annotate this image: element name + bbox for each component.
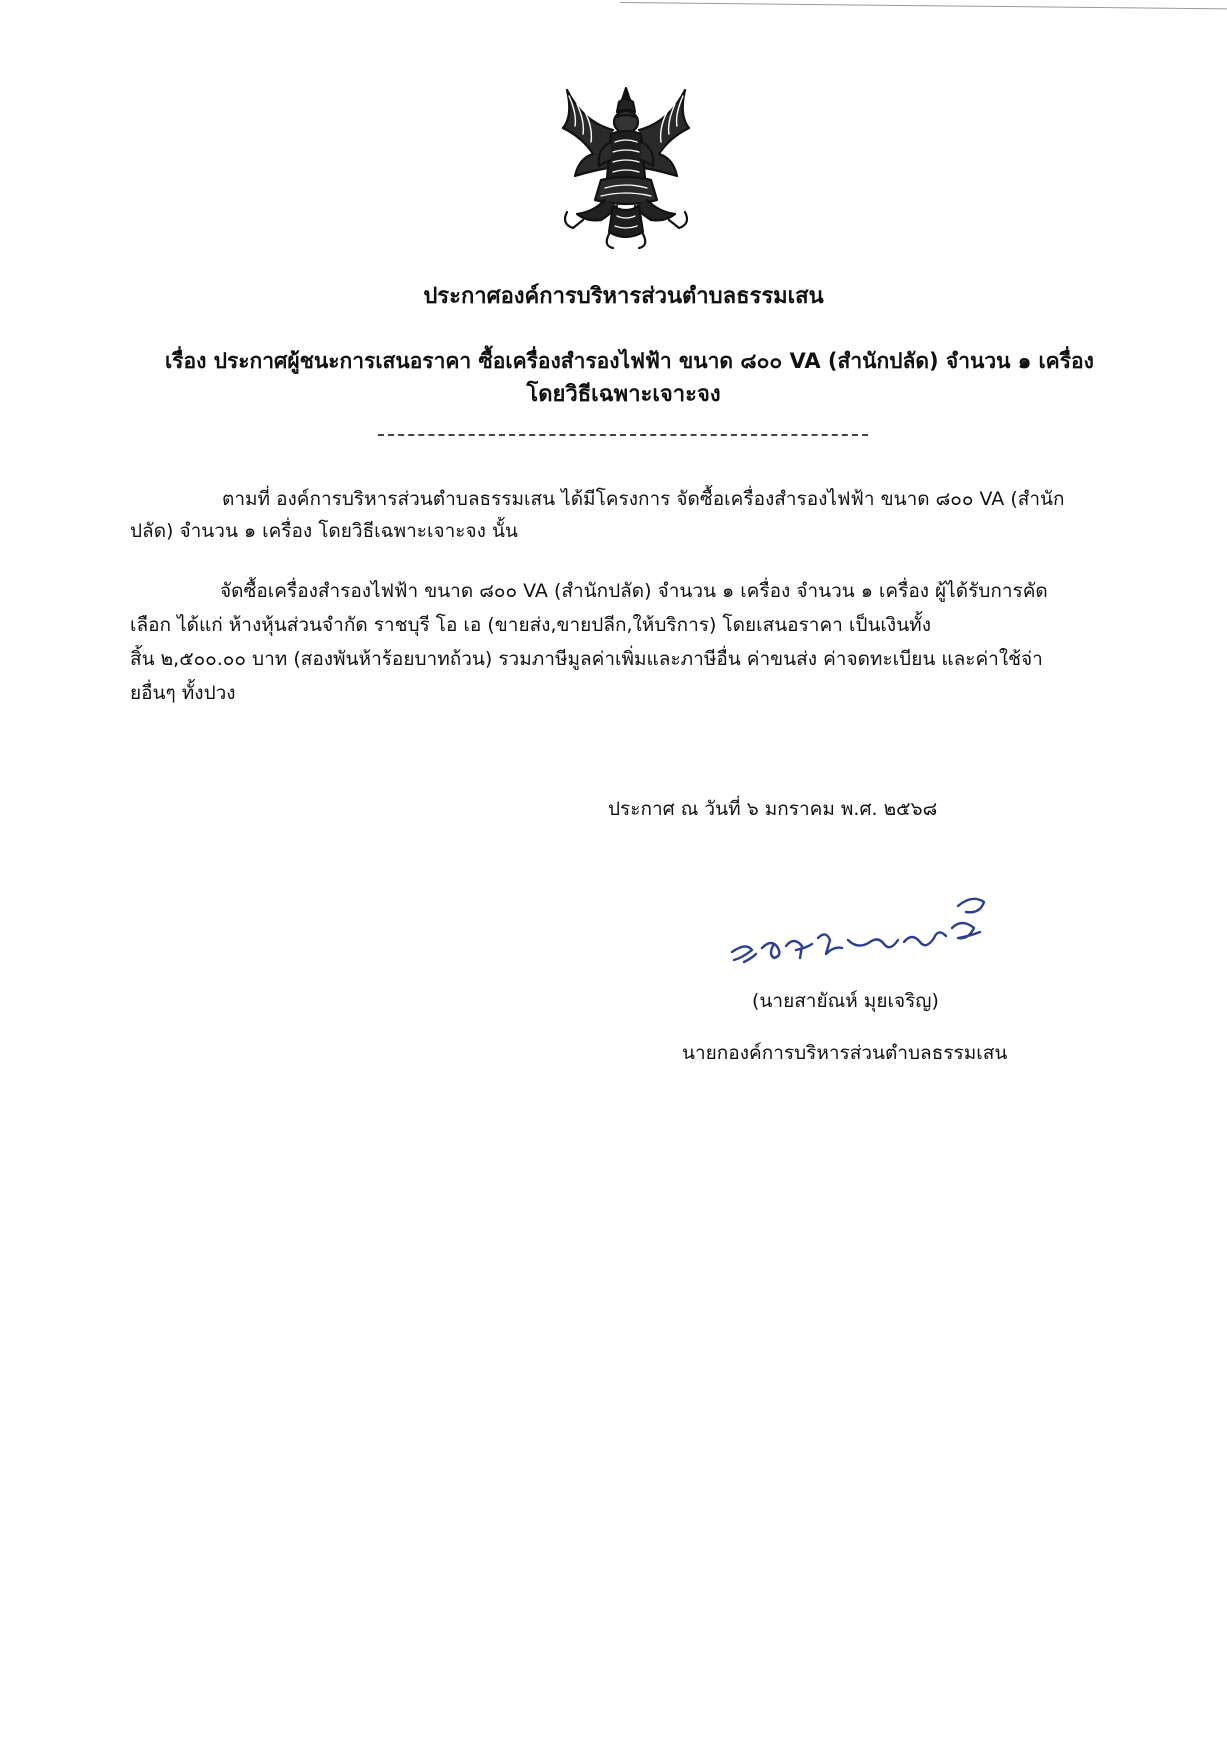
scan-edge-line: [620, 2, 1227, 9]
paragraph-2-line-1: จัดซื้อเครื่องสำรองไฟฟ้า ขนาด ๘๐๐ VA (สำนักปลัด) จำนวน ๑ เครื่อง จำนวน ๑ เครื่อง ผู้ได้รับการคัด: [220, 580, 1048, 602]
announcement-subject: เรื่อง ประกาศผู้ชนะการเสนอราคา ซื้อเครื่องสำรองไฟฟ้า ขนาด ๘๐๐ VA (สำนักปลัด) จำนวน ๑ เครื่อง: [165, 349, 1094, 373]
signatory-name: (นายสายัณห์ มุยเจริญ): [752, 990, 939, 1012]
separator-line: [378, 434, 868, 436]
signatory-position: นายกองค์การบริหารส่วนตำบลธรรมเสน: [682, 1042, 1008, 1064]
garuda-emblem-icon: [553, 82, 699, 252]
announcement-date: ประกาศ ณ วันที่ ๖ มกราคม พ.ศ. ๒๕๖๘: [608, 798, 938, 820]
paragraph-2-line-3: สิ้น ๒,๕๐๐.๐๐ บาท (สองพันห้าร้อยบาทถ้วน) รวมภาษีมูลค่าเพิ่มและภาษีอื่น ค่าขนส่ง ค่าจดทะเบียน และค่าใช้จ่า: [130, 648, 1043, 670]
paragraph-2-line-2: เลือก ได้แก่ ห้างหุ้นส่วนจำกัด ราชบุรี โอ เอ (ขายส่ง,ขายปลีก,ให้บริการ) โดยเสนอราคา เป็นเงินทั้ง: [130, 614, 931, 636]
announcement-title: ประกาศองค์การบริหารส่วนตำบลธรรมเสน: [423, 284, 824, 309]
paragraph-1-line-1: ตามที่ องค์การบริหารส่วนตำบลธรรมเสน ได้มีโครงการ จัดซื้อเครื่องสำรองไฟฟ้า ขนาด ๘๐๐ VA (สำนัก: [222, 488, 1065, 510]
paragraph-1-line-2: ปลัด) จำนวน ๑ เครื่อง โดยวิธีเฉพาะเจาะจง นั้น: [130, 520, 518, 542]
paragraph-2-line-4: ยอื่นๆ ทั้งปวง: [130, 682, 236, 704]
handwritten-signature: [722, 888, 1012, 972]
announcement-method: โดยวิธีเฉพาะเจาะจง: [526, 382, 721, 407]
